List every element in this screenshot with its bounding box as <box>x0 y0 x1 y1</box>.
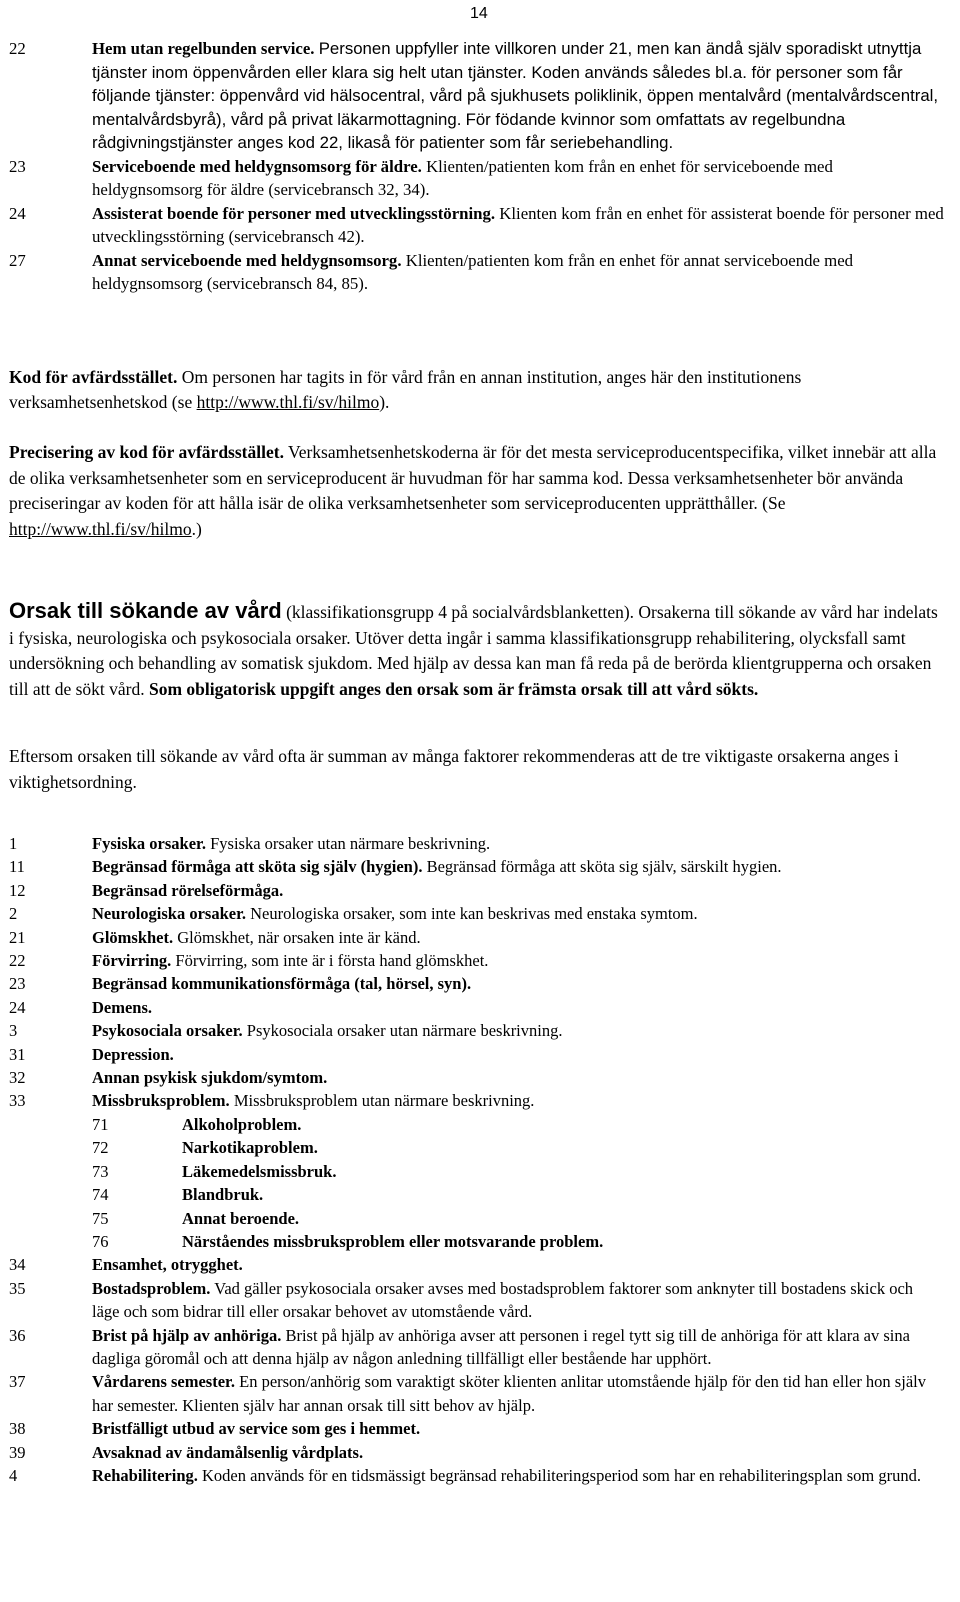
list-item <box>9 949 944 972</box>
list-item <box>9 155 944 202</box>
item-title: Förvirring. <box>92 951 172 971</box>
item-text: Klienten kom från en enhet för assisterat boende för personer med utvecklingsstörning (servicebransch 42). <box>92 203 944 246</box>
item-title: Serviceboende med heldygnsomsorg för äldre. <box>92 156 422 176</box>
item-code: 35 <box>9 1278 26 1298</box>
item-text: Psykosociala orsaker utan närmare beskrivning. <box>246 1021 563 1041</box>
item-code: 72 <box>92 1138 109 1158</box>
item-title: Alkoholproblem. <box>182 1114 302 1134</box>
item-code: 22 <box>9 39 26 58</box>
item-code: 3 <box>9 1021 18 1041</box>
item-code: 34 <box>9 1255 26 1275</box>
item-code: 12 <box>9 880 26 900</box>
item-title: Assisterat boende för personer med utvecklingsstörning. <box>92 203 496 223</box>
item-title: Hem utan regelbunden service. <box>92 39 315 58</box>
list-item <box>9 902 944 925</box>
section-text: Verksamhetsenhetskoderna är för det mesta serviceproducentspecifika, vilket innebär att alla de olika verksamhetsenheter som en serviceproducent är huvudman för har samma kod. Dessa verksamhetsenheter bör använda preciseringar av koden för att hålla isär de olika verksamhetsenheter som serviceproducenten upprätthåller. (Se <box>9 442 937 513</box>
item-title: Narkotikaproblem. <box>182 1138 318 1158</box>
list-item <box>9 926 944 949</box>
sub-list-item <box>9 1207 944 1230</box>
item-title: Begränsad kommunikationsförmåga (tal, hörsel, syn). <box>92 974 472 994</box>
item-title: Blandbruk. <box>182 1185 264 1205</box>
item-code: 32 <box>9 1068 26 1088</box>
item-code: 23 <box>9 156 26 176</box>
item-text: Förvirring, som inte är i första hand glömskhet. <box>175 951 489 971</box>
item-text: Brist på hjälp av anhöriga avser att personen i regel tytt sig till de anhöriga för att klara av sina dagliga göromål och att denna hjälp av någon anledning tillfälligt eller bestående har upphört. <box>92 1325 910 1368</box>
item-title: Missbruksproblem. <box>92 1091 230 1111</box>
item-code: 76 <box>92 1231 109 1251</box>
list-item <box>9 1464 944 1487</box>
reason-code-list <box>9 832 944 1487</box>
list-item <box>9 202 944 249</box>
item-text: Glömskhet, när orsaken inte är känd. <box>177 927 421 947</box>
item-text: Klienten/patienten kom från en enhet för annat serviceboende med heldygnsomsorg (servicebransch 84, 85). <box>92 250 854 293</box>
section-text-tail: .) <box>191 518 202 539</box>
item-title: Närståendes missbruksproblem eller motsvarande problem. <box>182 1231 604 1251</box>
list-item <box>9 1441 944 1464</box>
list-item <box>9 1019 944 1042</box>
item-text: Koden används för en tidsmässigt begränsad rehabiliteringsperiod som har en rehabiliteringsplan som grund. <box>202 1465 921 1485</box>
item-text-2: För födande kvinnor som omfattats av regelbundna rådgivningstjänster anges kod 22, likaså för patienter som får seriebehandling. <box>92 109 846 152</box>
item-text: Missbruksproblem utan närmare beskrivning. <box>233 1091 535 1111</box>
section-kod-avfard <box>9 365 944 415</box>
section-heading: Orsak till sökande av vård <box>9 598 282 623</box>
item-code: 33 <box>9 1091 26 1111</box>
item-code: 2 <box>9 904 18 924</box>
list-item <box>9 996 944 1019</box>
item-code: 74 <box>92 1185 109 1205</box>
item-title: Begränsad förmåga att sköta sig själv (hygien). <box>92 857 423 877</box>
item-code: 38 <box>9 1419 26 1439</box>
item-text: Neurologiska orsaker, som inte kan beskrivas med enstaka symtom. <box>250 904 698 924</box>
item-code: 21 <box>9 927 26 947</box>
item-code: 24 <box>9 203 26 223</box>
item-title: Annat beroende. <box>182 1208 300 1228</box>
item-title: Vårdarens semester. <box>92 1372 235 1392</box>
item-title: Neurologiska orsaker. <box>92 904 247 924</box>
item-code: 23 <box>9 974 26 994</box>
list-item <box>9 37 944 155</box>
section-text-tail: ). <box>379 392 390 412</box>
item-code: 4 <box>9 1465 18 1485</box>
list-item <box>9 249 944 296</box>
list-item <box>9 1253 944 1276</box>
item-title: Begränsad rörelseförmåga. <box>92 880 284 900</box>
item-text: Vad gäller psykosociala orsaker avses med bostadsproblem faktorer som anknyter till bostadens skick och läge och som bidrar till eller orsakar behovet av utomstående vård. <box>92 1278 914 1322</box>
item-text: Begränsad förmåga att sköta sig själv, särskilt hygien. <box>426 857 782 877</box>
item-code: 27 <box>9 250 26 270</box>
item-title: Rehabilitering. <box>92 1465 198 1485</box>
list-item <box>9 1066 944 1089</box>
item-title: Brist på hjälp av anhöriga. <box>92 1325 282 1345</box>
item-text: En person/anhörig som varaktigt sköter klienten anlitar utomstående hjälp för den tid han eller hon själv har semester. Klienten själv har annan orsak till sitt behov av hjälp. <box>92 1372 926 1415</box>
section-orsak <box>9 598 944 702</box>
list-item <box>9 855 944 878</box>
section-text: (klassifikationsgrupp 4 på socialvårdsblanketten). Orsakerna till sökande av vård har indelats i fysiska, neurologiska och psykosociala orsaker. Utöver detta ingår i samma klassifikationsgrupp rehabilitering, olycksfall samt undersökning och behandling av somatisk sjukdom. Med hjälp av dessa kan man få reda på de berörda klientgrupperna och orsaken till att de sökt vård. <box>9 602 938 699</box>
item-title: Läkemedelsmissbruk. <box>182 1161 337 1181</box>
item-title: Ensamhet, otrygghet. <box>92 1255 243 1275</box>
item-title: Annan psykisk sjukdom/symtom. <box>92 1068 328 1088</box>
item-code: 73 <box>92 1161 109 1181</box>
list-item <box>9 1043 944 1066</box>
item-code: 11 <box>9 857 25 877</box>
item-code: 39 <box>9 1442 26 1462</box>
item-title: Fysiska orsaker. <box>92 834 206 853</box>
section-title: Kod för avfärdsstället. <box>9 367 178 387</box>
item-title: Annat serviceboende med heldygnsomsorg. <box>92 250 402 270</box>
item-code: 1 <box>9 834 18 853</box>
list-item <box>9 1417 944 1440</box>
list-item <box>9 1089 944 1112</box>
item-title: Psykosociala orsaker. <box>92 1021 243 1041</box>
item-title: Avsaknad av ändamålsenlig vårdplats. <box>92 1442 364 1462</box>
section-bold-text: Som obligatorisk uppgift anges den orsak som är främsta orsak till att vård sökts. <box>148 678 759 699</box>
place-code-list <box>9 37 944 296</box>
sub-list-item <box>9 1136 944 1159</box>
item-code: 24 <box>9 997 26 1017</box>
sub-list-item <box>9 1160 944 1183</box>
item-title: Depression. <box>92 1044 174 1064</box>
section-text: Om personen har tagits in för vård från en annan institution, anges här den institutionens verksamhetsenhetskod (se <box>9 367 802 412</box>
item-text: Klienten/patienten kom från en enhet för serviceboende med heldygnsomsorg för äldre (servicebransch 32, 34). <box>92 156 833 199</box>
section-title: Precisering av kod för avfärdsstället. <box>9 442 284 462</box>
page-number: 14 <box>470 5 488 22</box>
item-code: 37 <box>9 1372 26 1392</box>
item-code: 36 <box>9 1325 26 1345</box>
orsak-paragraph-2: Eftersom orsaken till sökande av vård ofta är summan av många faktorer rekommenderas att de tre viktigaste orsakerna anges i viktighetsordning. <box>9 746 899 792</box>
list-item <box>9 832 944 855</box>
list-item <box>9 1277 944 1324</box>
sub-list-item <box>9 1113 944 1136</box>
sub-list-item <box>9 1183 944 1206</box>
list-item <box>9 1370 944 1417</box>
sub-list-item <box>9 1230 944 1253</box>
item-code: 75 <box>92 1208 109 1228</box>
list-item <box>9 1324 944 1371</box>
section-precisering <box>9 440 944 542</box>
hilmo-link-2[interactable]: http://www.thl.fi/sv/hilmo <box>9 518 192 539</box>
item-code: 71 <box>92 1114 109 1134</box>
item-title: Bostadsproblem. <box>92 1278 211 1298</box>
item-title: Bristfälligt utbud av service som ges i hemmet. <box>92 1419 421 1439</box>
list-item <box>9 879 944 902</box>
item-title: Glömskhet. <box>92 927 174 947</box>
item-title: Demens. <box>92 997 153 1017</box>
list-item <box>9 972 944 995</box>
hilmo-link[interactable]: http://www.thl.fi/sv/hilmo <box>196 392 380 412</box>
item-text: Fysiska orsaker utan närmare beskrivning. <box>210 834 491 853</box>
item-text: Personen uppfyller inte villkoren under 21, men kan ändå själv sporadiskt utnyttja tjänster inom öppenvården eller klara sig helt utan tjänster. Koden används således bl.a. för personer som får följande tjänster: öppenvård vid hälsocentral, vård på sjukhusets poliklinik, öppen mentalvård (mentalvårdscentral, mentalvårdsbyrå), vård på privat läkarmottagning. <box>92 39 939 129</box>
item-code: 31 <box>9 1044 26 1064</box>
item-code: 22 <box>9 951 26 971</box>
